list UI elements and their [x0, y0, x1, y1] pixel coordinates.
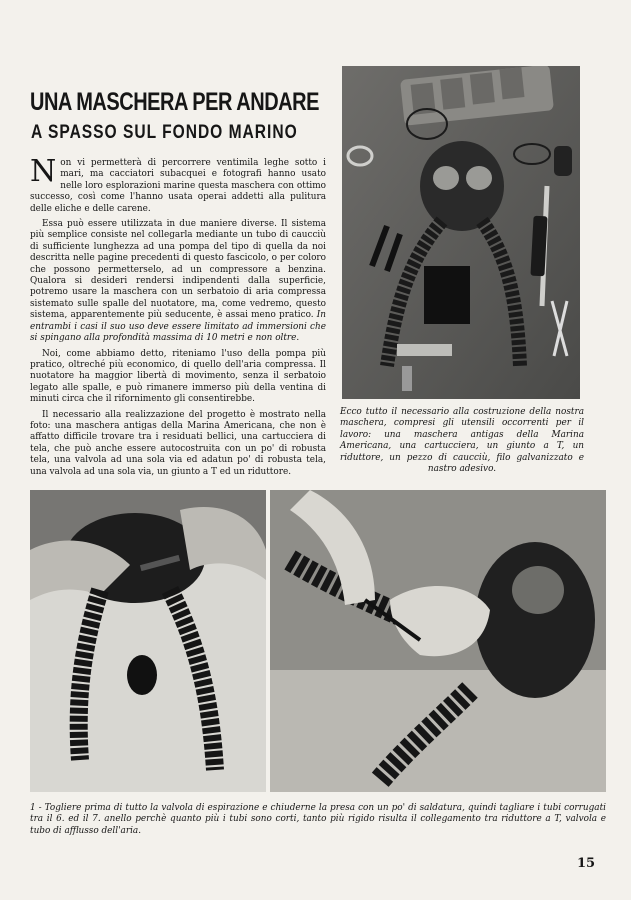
paragraph-3: Noi, come abbiamo detto, riteniamo l'uso della pompa più pratico, oltreché più economico, di quello dell'aria compressa. Il nuotatore ha maggior libertà di movimento, senza il serbatoio legato alle spalle, e può rimanere immerso più della ventina di minuti circa che il rifornimento gli consentirebbe. — [30, 348, 326, 405]
paragraph-2-text: Essa può essere utilizzata in due maniere diverse. Il sistema più semplice consiste nel collegarla mediante un tubo di caucciù di sufficiente lunghezza ad una pompa del tipo di quella da noi descritta nelle pagine precedenti di questo fascicolo, o per coloro che possono permetterselo, ad un compressore a benzina. Qualora si desideri rendersi indipendenti dalla superficie, potremo usare la maschera con un serbatoio di aria compressa sistemato sulle spalle del nuotatore, ma, come vedremo, questo sistema, apparentemente più seducente, è assai meno pratico. — [30, 219, 326, 321]
article-body — [30, 154, 327, 482]
paragraph-4: Il necessario alla realizzazione del progetto è mostrato nella foto: una maschera antigas della Marina Americana, che non è affatto difficile trovare tra i residuati bellici, una cartucciera di tela, che può anche essere autocostruita con un po' di robusta tela, una valvola ad una sola via ed adatun po' di robusta tela, una valvola ad una sola via, un giunto a T ed un riduttore. — [30, 409, 326, 477]
drop-cap: N — [30, 154, 57, 189]
step-1-caption: 1 - Togliere prima di tutto la valvola di espirazione e chiuderne la presa con un po' di saldatura, quindi tagliare i tubi corrugati tra il 6. ed il 7. anello perchè quanto più i tubi sono corti, tanto più rigido risulta il collegamento tra riduttore a T, valvola e tubo di afflusso dell'aria. — [30, 803, 606, 836]
paragraph-2 — [30, 219, 326, 344]
mask-cutting-photo — [270, 490, 606, 792]
equipment-photo — [342, 66, 580, 399]
article-title: UNA MASCHERA PER ANDARE — [30, 88, 319, 116]
page-number: 15 — [577, 856, 596, 871]
paragraph-1 — [30, 154, 326, 215]
equipment-caption: Ecco tutto il necessario alla costruzione della nostra maschera, compresi gli utensili occorrenti per il lavoro: una maschera antigas della Marina Americana, una cartucciera, un giunto a T, un riduttore, un pezzo di caucciù, filo galvanizzato e nastro adesivo. — [340, 407, 584, 475]
paragraph-2-italic: In entrambi i casi il suo uso deve essere limitato ad immersioni che si spingano alla profondità massima di 10 metri e non oltre. — [30, 310, 327, 344]
article-subtitle: A SPASSO SUL FONDO MARINO — [31, 122, 298, 143]
mask-hands-photo — [30, 490, 266, 792]
paragraph-1-text: on vi permetterà di percorrere ventimila leghe sotto i mari, ma cacciatori subacquei e fotografi hanno usato nelle loro esplorazioni marine questa maschera con ottimo successo, così come l'hanno usata operai addetti alla pulitura delle eliche e delle carene. — [30, 158, 326, 214]
